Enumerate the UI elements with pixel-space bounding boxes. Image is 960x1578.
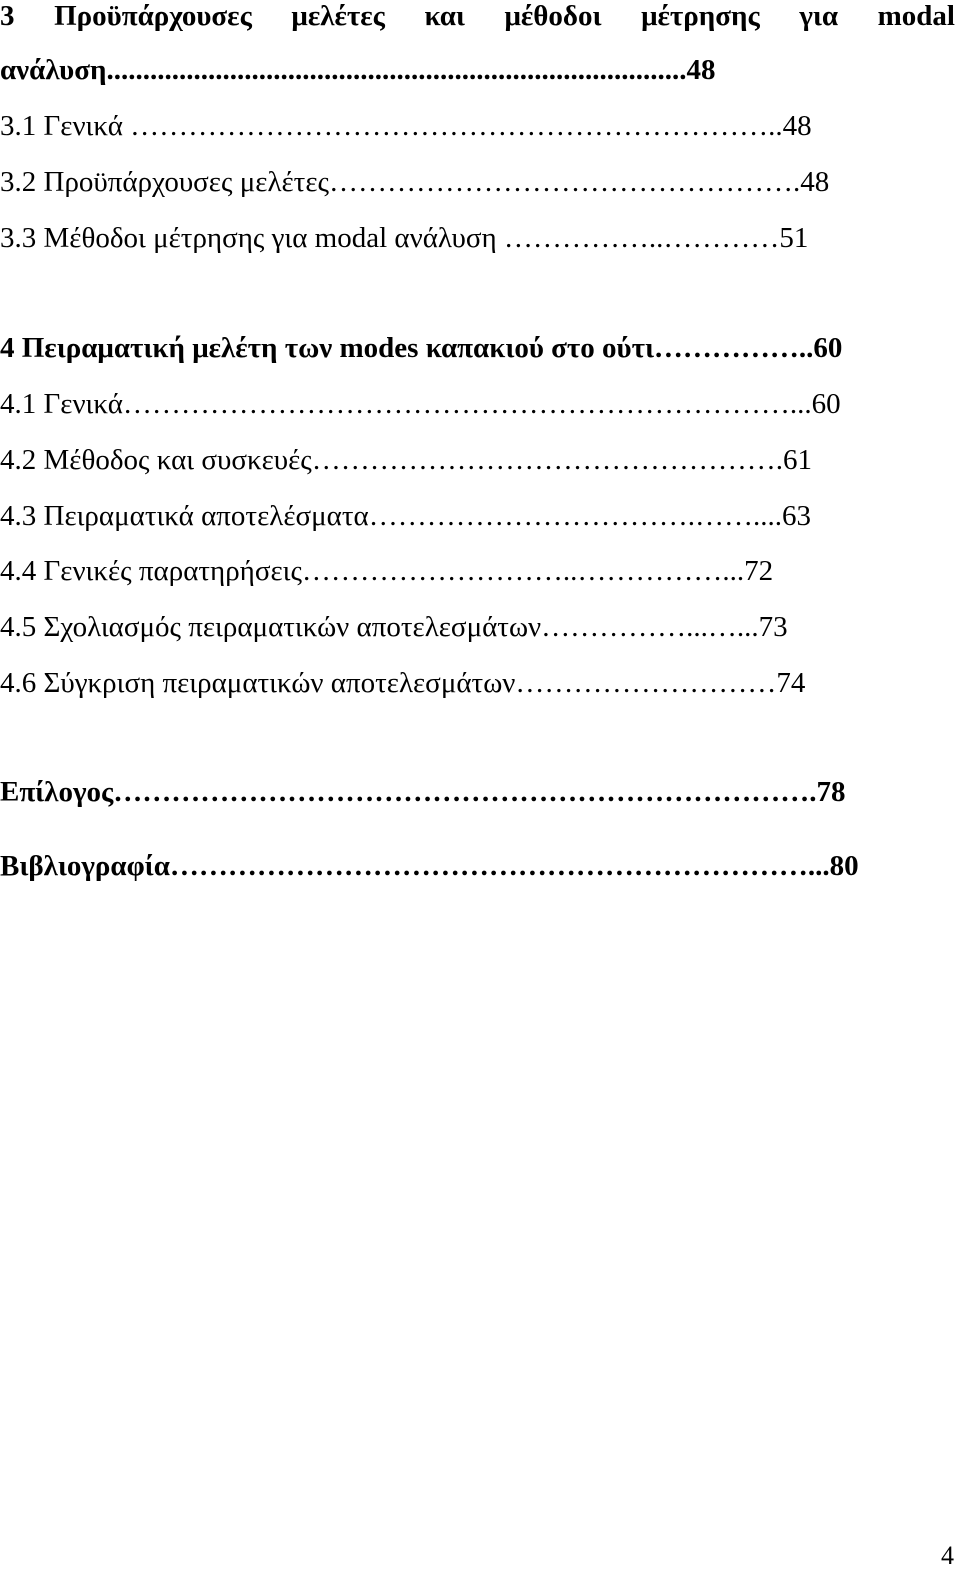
chapter-3-word: μελέτες xyxy=(291,0,385,32)
chapter-3-title-line-2[interactable]: ανάλυση................................................................................48 xyxy=(0,54,716,86)
chapter-3-word: modal xyxy=(877,0,955,32)
chapter-3-word: μέθοδοι xyxy=(504,0,602,32)
toc-entry-bibliography[interactable]: Βιβλιογραφία…………………………………………………………...80 xyxy=(0,850,859,882)
toc-entry-3-2[interactable]: 3.2 Προϋπάρχουσες μελέτες………………………………………….48 xyxy=(0,166,830,198)
chapter-3-title-line-1 xyxy=(0,0,955,34)
toc-entry-4-4[interactable]: 4.4 Γενικές παρατηρήσεις………………………..……………...72 xyxy=(0,555,774,587)
toc-entry-3-3[interactable]: 3.3 Μέθοδοι μέτρησης για modal ανάλυση ……………..…………51 xyxy=(0,222,809,254)
chapter-3-word: μέτρησης xyxy=(641,0,760,32)
page-number: 4 xyxy=(941,1541,954,1570)
chapter-3-word: και xyxy=(424,0,465,32)
chapter-3-word: 3 xyxy=(0,0,15,32)
toc-entry-4-2[interactable]: 4.2 Μέθοδος και συσκευές………………………………………….61 xyxy=(0,444,813,476)
toc-entry-4-6[interactable]: 4.6 Σύγκριση πειραματικών αποτελεσμάτων………………………74 xyxy=(0,667,806,699)
toc-entry-4-3[interactable]: 4.3 Πειραματικά αποτελέσματα…………………………….……....63 xyxy=(0,500,811,532)
toc-entry-4-5[interactable]: 4.5 Σχολιασμός πειραματικών αποτελεσμάτων……………...…...73 xyxy=(0,611,788,643)
toc-entry-chapter-4[interactable]: 4 Πειραματική μελέτη των modes καπακιού στο ούτι……………..60 xyxy=(0,332,843,364)
chapter-3-word: για xyxy=(799,0,839,32)
toc-entry-4-1[interactable]: 4.1 Γενικά……………………………………………………………...60 xyxy=(0,388,841,420)
chapter-3-word: Προϋπάρχουσες xyxy=(54,0,252,32)
toc-entry-3-1[interactable]: 3.1 Γενικά …………………………………………………………..48 xyxy=(0,110,812,142)
toc-entry-epilogue[interactable]: Επίλογος……………………………………………………………….78 xyxy=(0,776,846,808)
